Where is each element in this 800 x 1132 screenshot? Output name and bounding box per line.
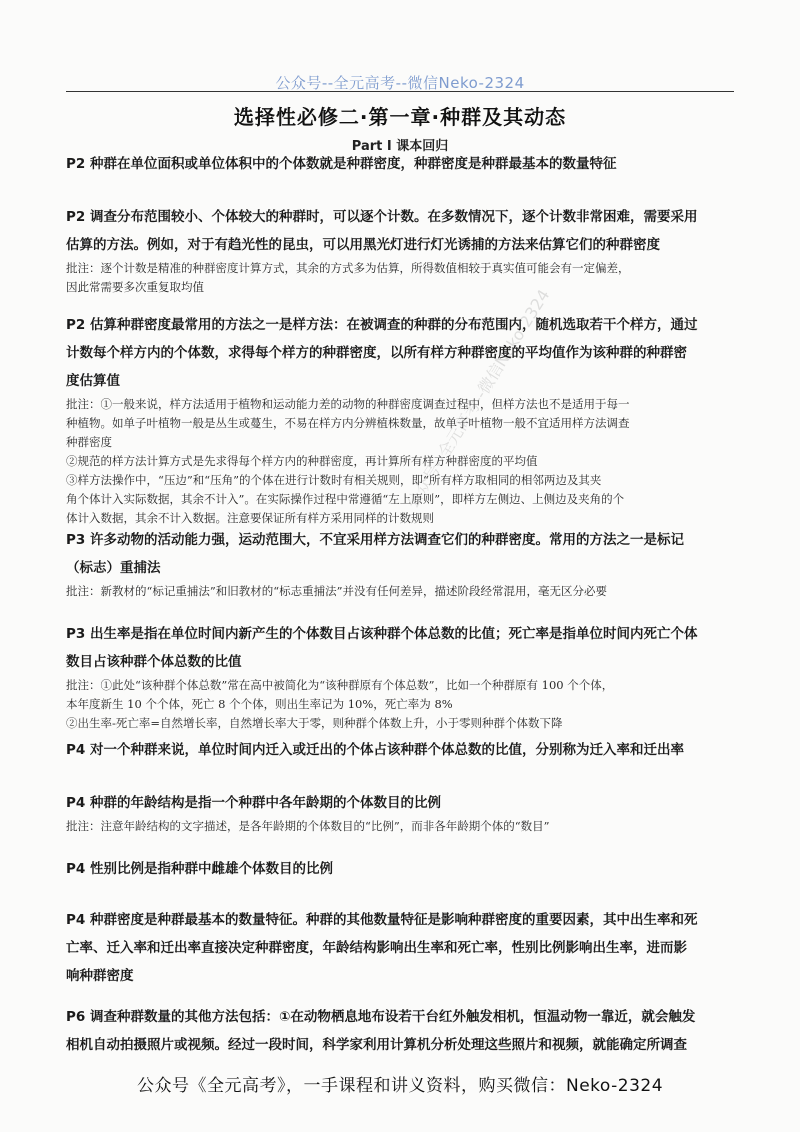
- page-subtitle: Part I 课本回归: [351, 139, 449, 154]
- section-1: [66, 150, 736, 178]
- section-main-line: P4 种群密度是种群最基本的数量特征。种群的其他数量特征是影响种群密度的重要因素，其中出生率和死: [66, 912, 698, 928]
- section-main-line: （标志）重捕法: [66, 560, 161, 576]
- section-note-line: 批注：逐个计数是精准的种群密度计算方式，其余的方式多为估算，所得数值相较于真实值可能会有一定偏差，: [66, 261, 630, 275]
- header-watermark: 公众号--全元高考--微信Neko-2324: [275, 74, 525, 92]
- section-note-line: 种植物。如单子叶植物一般是丛生或蔓生，不易在样方内分辨植株数量，故单子叶植物一般不宜适用样方法调查: [66, 416, 630, 430]
- section-note-line: ③样方法操作中，“压边”和“压角”的个体在进行计数时有相关规则，即“所有样方取相同的相邻两边及其夹: [66, 473, 602, 487]
- section-main-line: P3 许多动物的活动能力强，运动范围大，不宜采用样方法调查它们的种群密度。常用的方法之一是标记: [66, 532, 684, 548]
- section-main-line: 响种群密度: [66, 968, 134, 984]
- footer-text: 公众号《全元高考》，一手课程和讲义资料，购买微信：Neko-2324: [136, 1076, 664, 1096]
- section-note-line: 批注：①此处“该种群个体总数”常在高中被简化为“该种群原有个体总数”，比如一个种群原有 100 个个体，: [66, 678, 614, 692]
- section-9: [66, 906, 736, 990]
- section-main-line: P4 对一个种群来说，单位时间内迁入或迁出的个体占该种群个体总数的比值，分别称为迁入率和迁出率: [66, 742, 684, 758]
- section-5: [66, 620, 736, 733]
- section-note-line: 种群密度: [66, 435, 112, 449]
- section-main-line: 数目占该种群个体总数的比值: [66, 654, 242, 670]
- section-note-line: 批注：①一般来说，样方法适用于植物和运动能力差的动物的种群密度调查过程中，但样方法也不是适用于每一: [66, 397, 630, 411]
- section-2: [66, 203, 736, 297]
- section-main-line: P4 性别比例是指种群中雌雄个体数目的比例: [66, 861, 333, 877]
- section-10: [66, 1003, 736, 1059]
- diagonal-watermark: 公众号--全元高考--微信Neko-2324: [402, 286, 554, 512]
- section-main-line: P3 出生率是指在单位时间内新产生的个体数目占该种群个体总数的比值；死亡率是指单位时间内死亡个体: [66, 626, 698, 642]
- section-main-line: 度估算值: [66, 373, 120, 389]
- section-note-line: ②出生率-死亡率=自然增长率，自然增长率大于零，则种群个体数上升，小于零则种群个体数下降: [66, 716, 563, 730]
- section-main-line: 亡率、迁入率和迁出率直接决定种群密度，年龄结构影响出生率和死亡率，性别比例影响出生率，进而影: [66, 940, 687, 956]
- section-main-line: 计数每个样方内的个体数，求得每个样方的种群密度，以所有样方种群密度的平均值作为该种群的种群密: [66, 345, 687, 361]
- section-note-line: 因此常需要多次重复取均值: [66, 280, 204, 294]
- section-4: [66, 526, 736, 601]
- section-main-line: P2 种群在单位面积或单位体积中的个体数就是种群密度，种群密度是种群最基本的数量特征: [66, 156, 617, 172]
- section-6: [66, 736, 736, 764]
- section-note-line: 体计入数据，其余不计入数据。注意要保证所有样方采用同样的计数规则: [66, 511, 434, 525]
- section-note-line: 批注：注意年龄结构的文字描述，是各年龄期的个体数目的“比例”，而非各年龄期个体的“数目”: [66, 819, 550, 833]
- section-note-line: ②规范的样方法计算方式是先求得每个样方内的种群密度，再计算所有样方种群密度的平均值: [66, 454, 538, 468]
- section-8: [66, 855, 736, 883]
- section-note-line: 批注：新教材的“标记重捕法”和旧教材的“标志重捕法”并没有任何差异，描述阶段经常混用，毫无区分必要: [66, 584, 608, 598]
- section-main-line: P4 种群的年龄结构是指一个种群中各年龄期的个体数目的比例: [66, 795, 441, 811]
- page-title: 选择性必修二·第一章·种群及其动态: [233, 105, 567, 129]
- section-note-line: 角个体计入实际数据，其余不计入”。在实际操作过程中常遵循“左上原则”，即样方左侧边、上侧边及夹角的个: [66, 492, 625, 506]
- section-main-line: 估算的方法。例如，对于有趋光性的昆虫，可以用黑光灯进行灯光诱捕的方法来估算它们的种群密度: [66, 237, 660, 253]
- section-main-line: 相机自动拍摄照片或视频。经过一段时间，科学家利用计算机分析处理这些照片和视频，就能确定所调查: [66, 1037, 687, 1053]
- header-rule: [66, 91, 734, 92]
- section-3: [66, 311, 736, 528]
- section-main-line: P2 估算种群密度最常用的方法之一是样方法：在被调查的种群的分布范围内，随机选取若干个样方，通过: [66, 317, 698, 333]
- section-main-line: P2 调查分布范围较小、个体较大的种群时，可以逐个计数。在多数情况下，逐个计数非常困难，需要采用: [66, 209, 698, 225]
- section-main-line: P6 调查种群数量的其他方法包括：①在动物栖息地布设若干台红外触发相机，恒温动物一靠近，就会触发: [66, 1009, 696, 1025]
- section-7: [66, 789, 736, 836]
- section-note-line: 本年度新生 10 个个体，死亡 8 个个体，则出生率记为 10%，死亡率为 8%: [66, 697, 453, 711]
